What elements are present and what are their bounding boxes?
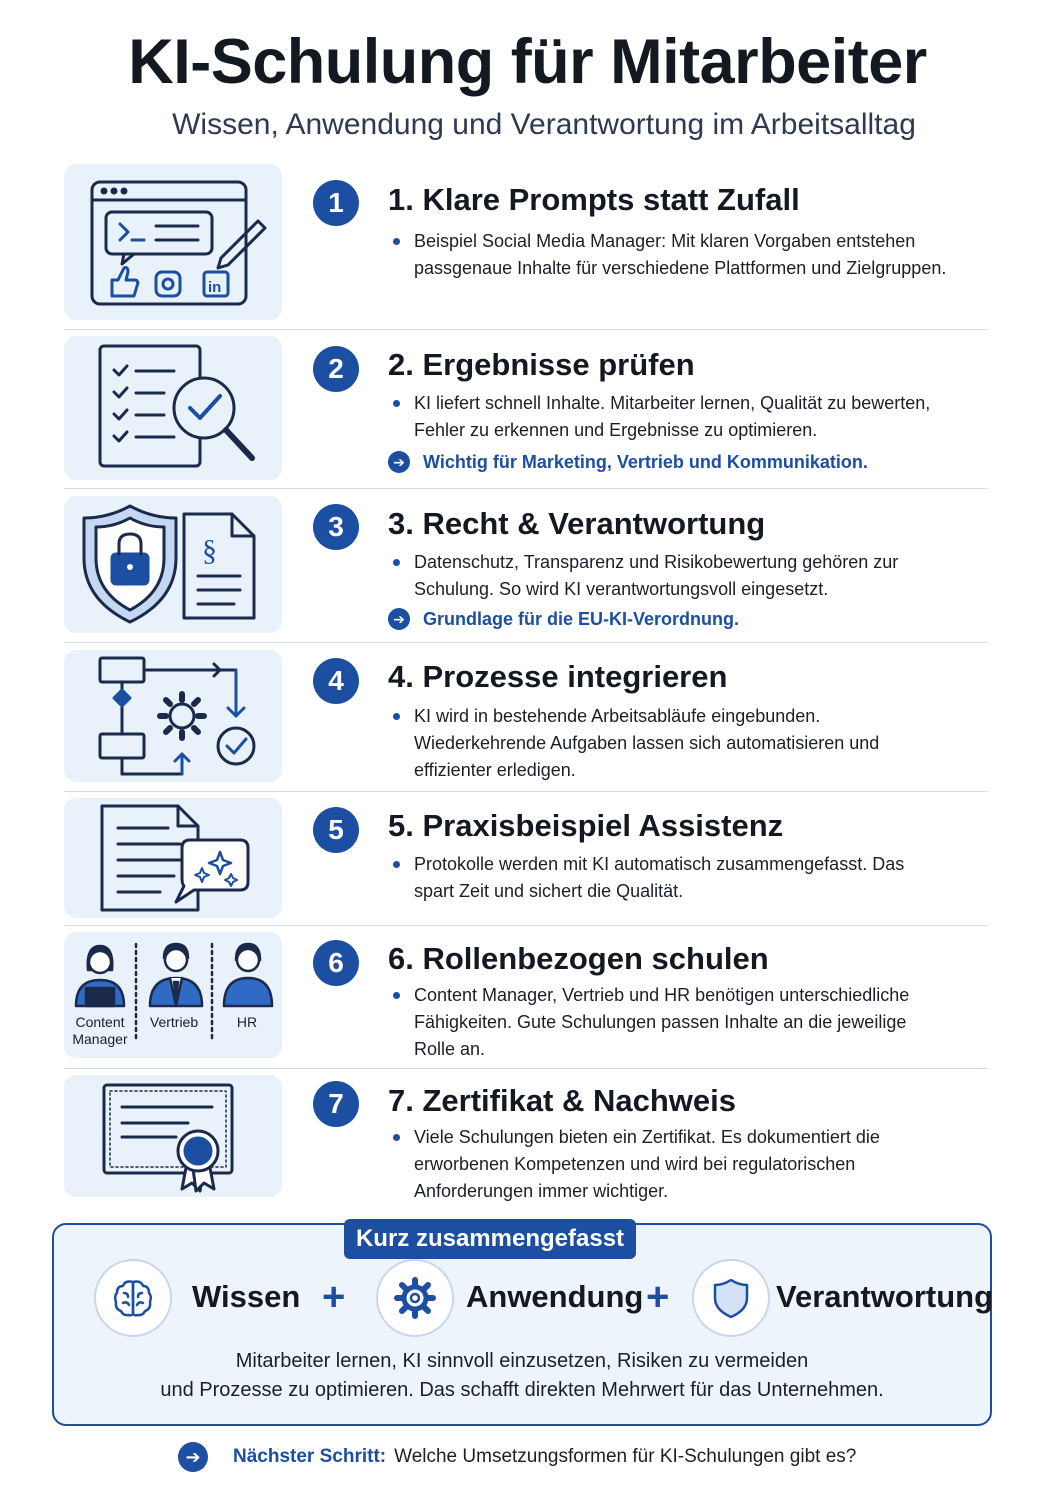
step-number-badge: 1 [313, 180, 359, 226]
item-text: KI wird in bestehende Arbeitsabläufe eingebunden. Wiederkehrende Aufgaben lassen sich automatisieren und effizienter erledigen. [388, 703, 948, 784]
item-4 [64, 650, 988, 784]
process-flow-icon [64, 650, 282, 782]
step-number-badge: 7 [313, 1081, 359, 1127]
checklist-magnifier-icon [64, 336, 282, 480]
arrow-right-icon: ➔ [388, 608, 410, 630]
item-3 [64, 496, 988, 636]
item-1 [64, 164, 988, 322]
item-7 [64, 1075, 988, 1199]
page-title: KI-Schulung für Mitarbeiter [128, 27, 927, 97]
divider [64, 642, 988, 643]
role-label-content-manager: Content Manager [72, 1014, 128, 1047]
arrow-right-icon: ➔ [178, 1442, 208, 1472]
item-text: Beispiel Social Media Manager: Mit klaren Vorgaben entstehen passgenaue Inhalte für verschiedene Plattformen und Zielgruppen. [388, 228, 948, 282]
item-text: Content Manager, Vertrieb und HR benötigen unterschiedliche Fähigkeiten. Gute Schulungen passen Inhalte an die jeweilige Rolle an. [388, 982, 948, 1063]
brain-icon [94, 1259, 172, 1337]
item-heading: 5. Praxisbeispiel Assistenz [388, 808, 784, 843]
arrow-right-icon: ➔ [388, 451, 410, 473]
summary-word-wissen: Wissen [192, 1279, 301, 1314]
role-label-vertrieb: Vertrieb [149, 1014, 199, 1030]
divider [64, 925, 988, 926]
item-note [388, 608, 739, 630]
divider [64, 1068, 988, 1069]
item-5 [64, 798, 988, 920]
item-heading: 4. Prozesse integrieren [388, 659, 728, 694]
step-number-badge: 4 [313, 658, 359, 704]
divider [64, 791, 988, 792]
plus-sign: + [322, 1275, 346, 1319]
summary-word-verantwortung: Verantwortung [776, 1279, 994, 1314]
next-step-label: Nächster Schritt: [233, 1446, 387, 1467]
next-step [178, 1442, 856, 1472]
divider [64, 488, 988, 489]
document-sparkle-icon [64, 798, 282, 918]
step-number-badge: 3 [313, 504, 359, 550]
item-text: Protokolle werden mit KI automatisch zusammengefasst. Das spart Zeit und sichert die Qualität. [388, 851, 948, 905]
summary-word-anwendung: Anwendung [466, 1279, 644, 1314]
step-number-badge: 6 [313, 940, 359, 986]
next-step-text: Welche Umsetzungsformen für KI-Schulungen gibt es? [394, 1446, 857, 1467]
item-6 [64, 932, 988, 1060]
item-heading: 2. Ergebnisse prüfen [388, 347, 695, 382]
role-label-hr: HR [236, 1014, 258, 1030]
person-icon [76, 946, 124, 1006]
prompt-window-icon [64, 164, 282, 320]
item-text: Viele Schulungen bieten ein Zertifikat. Es dokumentiert die erworbenen Kompetenzen und wird bei regulatorischen Anforderungen immer wichtiger. [388, 1124, 948, 1205]
roles-icon [64, 932, 282, 1058]
item-heading: 7. Zertifikat & Nachweis [388, 1083, 737, 1118]
item-note-text: Wichtig für Marketing, Vertrieb und Kommunikation. [423, 451, 868, 472]
summary-text [52, 1347, 992, 1405]
step-number-badge: 2 [313, 346, 359, 392]
shield-icon [692, 1259, 770, 1337]
page-subtitle: Wissen, Anwendung und Verantwortung im Arbeitsalltag [172, 108, 916, 141]
item-text: Datenschutz, Transparenz und Risikobewertung gehören zur Schulung. So wird KI verantwortungsvoll eingesetzt. [388, 549, 948, 603]
item-heading: 1. Klare Prompts statt Zufall [388, 182, 800, 217]
gear-icon [376, 1259, 454, 1337]
person-icon [224, 944, 272, 1006]
summary-text-line-1: Mitarbeiter lernen, KI sinnvoll einzusetzen, Risiken zu vermeiden [235, 1350, 809, 1372]
item-2 [64, 336, 988, 482]
summary-text-line-2: und Prozesse zu optimieren. Das schafft direkten Mehrwert für das Unternehmen. [160, 1379, 884, 1401]
step-number-badge: 5 [313, 807, 359, 853]
item-note-text: Grundlage für die EU-KI-Verordnung. [423, 608, 740, 629]
item-heading: 3. Recht & Verantwortung [388, 506, 766, 541]
item-heading: 6. Rollenbezogen schulen [388, 941, 769, 976]
item-note [388, 451, 868, 473]
plus-sign: + [646, 1275, 670, 1319]
svg-text:in: in [208, 279, 222, 296]
svg-text:§: § [202, 534, 217, 567]
divider [64, 329, 988, 330]
summary-label: Kurz zusammengefasst [344, 1219, 636, 1259]
shield-lock-paragraph-icon [64, 496, 282, 633]
item-text: KI liefert schnell Inhalte. Mitarbeiter lernen, Qualität zu bewerten, Fehler zu erkennen und Ergebnisse zu optimieren. [388, 390, 948, 444]
certificate-icon [64, 1075, 282, 1197]
person-icon [150, 944, 202, 1006]
